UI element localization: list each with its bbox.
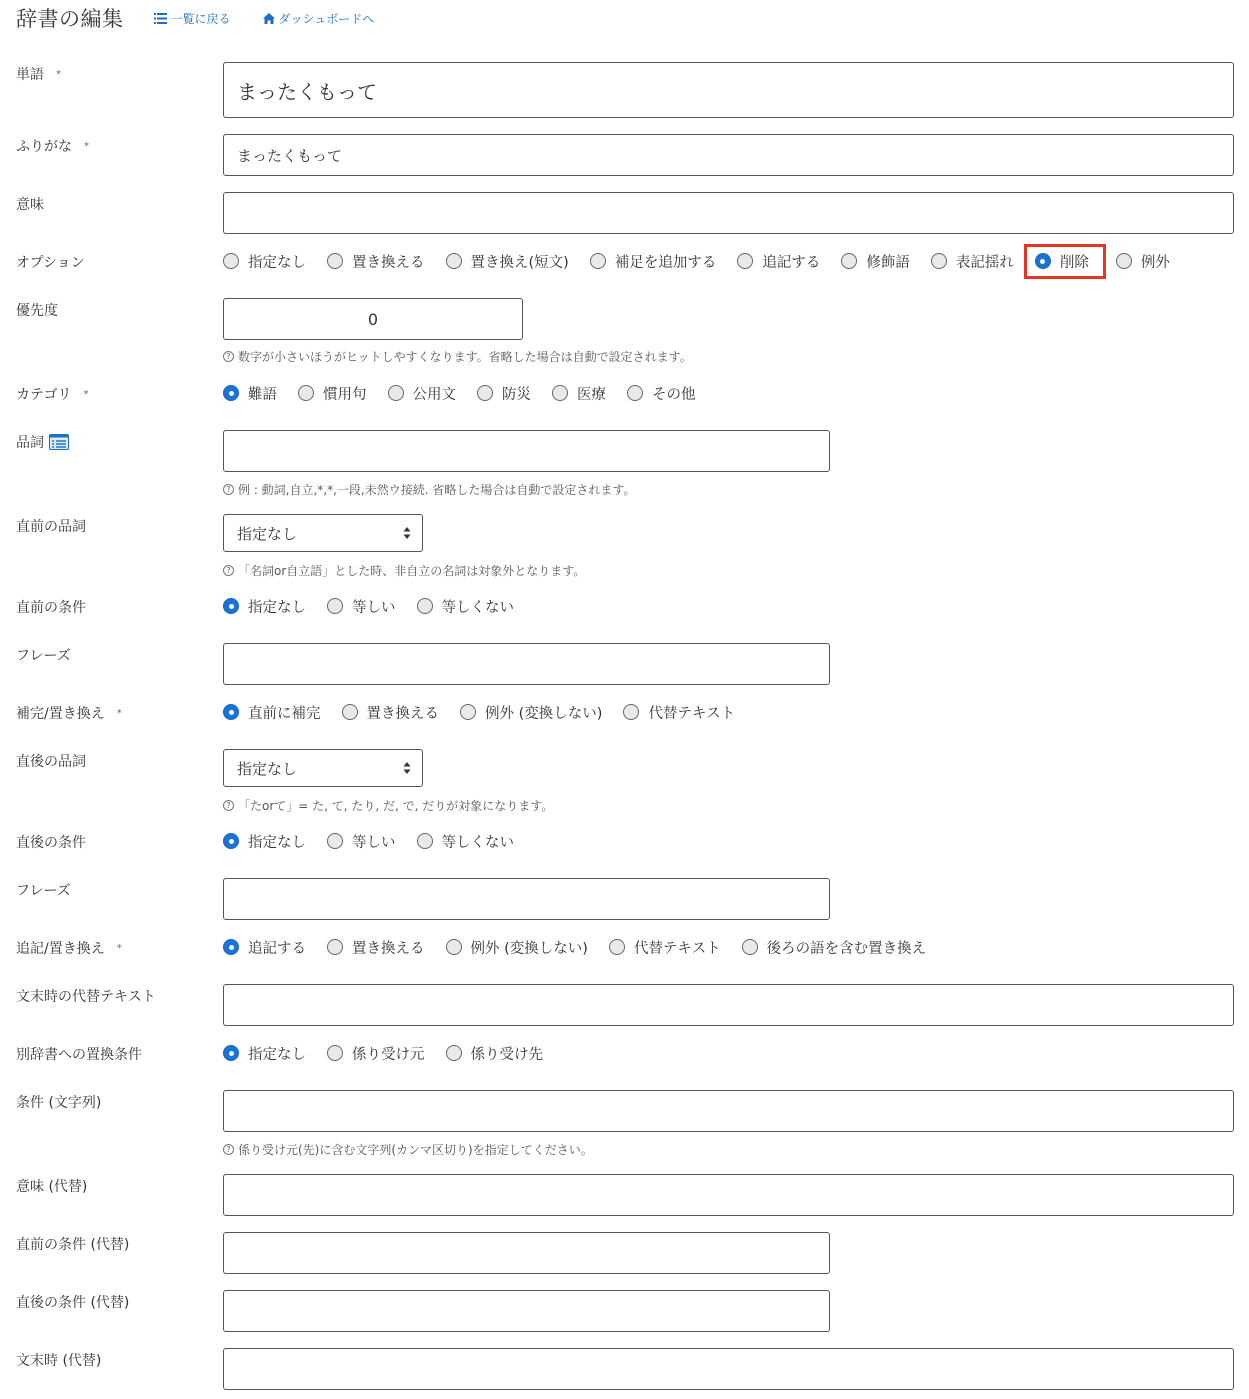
prev-cond-radio-label: 指定なし xyxy=(248,599,306,616)
radio-icon xyxy=(417,833,433,849)
option-radio-group xyxy=(223,250,1191,272)
next-cond-radio-label: 指定なし xyxy=(248,834,306,851)
complement-label-text: 補完/置き換え xyxy=(16,706,105,722)
radio-selected-icon xyxy=(223,385,239,401)
dashboard-label: ダッシュボードへ xyxy=(278,11,375,26)
other-dict-radio-label: 係り受け先 xyxy=(470,1046,543,1063)
radio-icon xyxy=(627,385,643,401)
prev-pos-help-text: 「名詞or自立語」とした時、非自立の名詞は対象外となります。 xyxy=(238,564,586,578)
complement-label xyxy=(16,703,122,723)
radio-icon xyxy=(446,253,462,269)
table-icon[interactable] xyxy=(49,434,69,450)
category-radio-medical[interactable] xyxy=(552,383,606,404)
complement-radio-label: 代替テキスト xyxy=(648,705,736,722)
next-pos-help xyxy=(223,797,553,814)
option-radio-modifier[interactable] xyxy=(841,251,910,272)
dashboard-link[interactable] xyxy=(263,10,375,27)
category-radio-label: 慣用句 xyxy=(323,386,367,403)
reading-input[interactable] xyxy=(223,134,1234,176)
radio-icon xyxy=(298,385,314,401)
option-radio-supplement[interactable] xyxy=(590,251,717,272)
category-radio-idiom[interactable] xyxy=(298,383,367,404)
meaning-alt-input[interactable] xyxy=(223,1174,1234,1216)
radio-icon xyxy=(1116,253,1132,269)
select-arrows-icon xyxy=(403,761,411,779)
end-alt-label: 文末時の代替テキスト xyxy=(16,989,156,1005)
required-mark: * xyxy=(116,707,122,719)
next-cond-radio-group xyxy=(223,830,535,852)
other-dict-radio-label: 係り受け元 xyxy=(352,1046,425,1063)
priority-label: 優先度 xyxy=(16,303,58,319)
radio-selected-icon xyxy=(223,598,239,614)
option-radio-label: 表記揺れ xyxy=(955,254,1014,271)
next-pos-select[interactable] xyxy=(223,749,423,787)
cond-str-label: 条件 (文字列) xyxy=(16,1095,102,1111)
priority-help xyxy=(223,348,692,365)
radio-icon xyxy=(388,385,404,401)
radio-icon xyxy=(327,1045,343,1061)
category-label xyxy=(16,384,88,404)
end-alt2-label: 文末時 (代替) xyxy=(16,1353,102,1369)
other-dict-radio-group xyxy=(223,1042,564,1064)
help-icon: ? xyxy=(223,484,234,495)
category-radio-group xyxy=(223,382,717,404)
append-radio-replace-following[interactable] xyxy=(742,937,927,958)
prev-cond-radio-equal[interactable] xyxy=(327,596,396,617)
append-radio-label: 例外 (変換しない) xyxy=(470,940,588,957)
radio-icon xyxy=(327,598,343,614)
help-icon: ? xyxy=(223,1144,234,1155)
append-radio-group xyxy=(223,936,947,958)
append-radio-label: 追記する xyxy=(248,940,306,957)
option-radio-replace[interactable] xyxy=(327,251,425,272)
pos-help-text: 例 : 動詞,自立,*,*,一段,未然ウ接続. 省略した場合は自動で設定されます。 xyxy=(238,483,636,497)
reading-label xyxy=(16,136,89,156)
prev-cond-alt-input[interactable] xyxy=(223,1232,830,1274)
meaning-alt-label: 意味 (代替) xyxy=(16,1179,88,1195)
category-radio-label: その他 xyxy=(652,386,696,403)
help-icon: ? xyxy=(223,800,234,811)
prev-pos-help xyxy=(223,562,585,579)
radio-icon xyxy=(737,253,753,269)
other-dict-radio-source[interactable] xyxy=(327,1043,425,1064)
next-cond-alt-label: 直後の条件 (代替) xyxy=(16,1295,130,1311)
radio-selected-icon xyxy=(223,939,239,955)
option-radio-exception[interactable] xyxy=(1116,251,1170,272)
home-icon xyxy=(263,13,275,24)
radio-icon xyxy=(460,704,476,720)
phrase1-label: フレーズ xyxy=(16,648,71,664)
append-radio-label: 後ろの語を含む置き換え xyxy=(766,940,927,957)
prev-cond-label: 直前の条件 xyxy=(16,600,86,616)
option-radio-none[interactable] xyxy=(223,251,306,272)
next-cond-radio-label: 等しい xyxy=(352,834,396,851)
option-radio-label: 追記する xyxy=(762,254,821,271)
pos-label-text: 品詞 xyxy=(16,435,44,451)
list-icon xyxy=(154,13,167,24)
required-mark: * xyxy=(83,388,89,400)
help-icon: ? xyxy=(223,351,234,362)
prev-cond-radio-label: 等しい xyxy=(352,599,396,616)
phrase1-input[interactable] xyxy=(223,643,830,685)
pos-help xyxy=(223,481,635,498)
reading-label-text: ふりがな xyxy=(16,139,72,155)
radio-icon xyxy=(590,253,606,269)
next-cond-radio-not-equal[interactable] xyxy=(417,831,515,852)
radio-selected-icon xyxy=(223,1045,239,1061)
option-radio-label: 修飾語 xyxy=(866,254,910,271)
append-radio-replace[interactable] xyxy=(327,937,425,958)
radio-icon xyxy=(552,385,568,401)
option-radio-label: 置き換える xyxy=(352,254,425,271)
required-mark: * xyxy=(116,942,122,954)
meaning-label: 意味 xyxy=(16,197,44,213)
other-dict-label: 別辞書への置換条件 xyxy=(16,1047,142,1063)
category-radio-label: 公用文 xyxy=(412,386,456,403)
word-label-text: 単語 xyxy=(16,67,44,83)
prev-pos-select[interactable] xyxy=(223,514,423,552)
next-cond-alt-input[interactable] xyxy=(223,1290,830,1332)
next-pos-select-value: 指定なし xyxy=(237,759,298,778)
radio-icon xyxy=(931,253,947,269)
radio-selected-icon xyxy=(223,833,239,849)
cond-str-help-text: 係り受け元(先)に含む文字列(カンマ区切り)を指定してください。 xyxy=(238,1143,593,1157)
append-label xyxy=(16,938,122,958)
prev-pos-label: 直前の品詞 xyxy=(16,519,86,535)
pos-input[interactable] xyxy=(223,430,830,472)
category-radio-other[interactable] xyxy=(627,383,696,404)
radio-icon xyxy=(342,704,358,720)
end-alt2-input[interactable] xyxy=(223,1348,1234,1390)
category-radio-disaster[interactable] xyxy=(477,383,531,404)
prev-cond-radio-group xyxy=(223,595,535,617)
cond-str-input[interactable] xyxy=(223,1090,1234,1132)
complement-radio-before[interactable] xyxy=(223,702,321,723)
option-radio-label: 指定なし xyxy=(248,254,306,271)
complement-radio-group xyxy=(223,701,756,723)
radio-icon xyxy=(609,939,625,955)
append-radio-label: 代替テキスト xyxy=(633,940,721,957)
prev-cond-radio-label: 等しくない xyxy=(441,599,514,616)
radio-icon xyxy=(623,704,639,720)
page-header xyxy=(16,0,374,36)
category-radio-label: 医療 xyxy=(577,386,606,403)
option-radio-variant[interactable] xyxy=(931,251,1014,272)
radio-icon xyxy=(327,833,343,849)
option-radio-label: 置き換え(短文) xyxy=(470,254,569,271)
word-input[interactable] xyxy=(223,62,1234,118)
prev-cond-radio-none[interactable] xyxy=(223,596,306,617)
prev-pos-select-value: 指定なし xyxy=(237,524,298,543)
radio-icon xyxy=(477,385,493,401)
append-radio-alt-text[interactable] xyxy=(609,937,721,958)
phrase2-input[interactable] xyxy=(223,878,830,920)
next-cond-radio-none[interactable] xyxy=(223,831,306,852)
append-radio-label: 置き換える xyxy=(352,940,425,957)
meaning-input[interactable] xyxy=(223,192,1234,234)
next-pos-help-text: 「たorて」= た, て, たり, だ, で, だりが対象になります。 xyxy=(238,799,554,813)
word-label xyxy=(16,64,61,84)
complement-radio-label: 直前に補完 xyxy=(248,705,321,722)
end-alt-input[interactable] xyxy=(223,984,1234,1026)
complement-radio-alt-text[interactable] xyxy=(623,702,735,723)
complement-radio-replace[interactable] xyxy=(342,702,440,723)
complement-radio-exception[interactable] xyxy=(460,702,602,723)
help-icon: ? xyxy=(223,565,234,576)
category-radio-label: 難語 xyxy=(248,386,277,403)
other-dict-radio-target[interactable] xyxy=(446,1043,544,1064)
category-label-text: カテゴリ xyxy=(16,387,72,403)
complement-radio-label: 例外 (変換しない) xyxy=(485,705,603,722)
radio-icon xyxy=(327,939,343,955)
next-pos-label: 直後の品詞 xyxy=(16,754,86,770)
back-to-list-link[interactable] xyxy=(154,10,231,27)
append-radio-exception[interactable] xyxy=(446,937,588,958)
back-to-list-label: 一覧に戻る xyxy=(170,11,231,26)
option-label: オプション xyxy=(16,255,85,271)
radio-icon xyxy=(742,939,758,955)
page-title: 辞書の編集 xyxy=(16,7,124,31)
option-radio-label: 例外 xyxy=(1140,254,1170,271)
radio-icon xyxy=(841,253,857,269)
priority-input[interactable] xyxy=(223,298,523,340)
category-radio-official[interactable] xyxy=(388,383,457,404)
required-mark: * xyxy=(84,140,89,152)
prev-cond-radio-not-equal[interactable] xyxy=(417,596,515,617)
select-arrows-icon xyxy=(403,526,411,544)
radio-icon xyxy=(446,939,462,955)
radio-icon xyxy=(327,253,343,269)
prev-cond-alt-label: 直前の条件 (代替) xyxy=(16,1237,130,1253)
option-radio-append[interactable] xyxy=(737,251,820,272)
append-radio-append[interactable] xyxy=(223,937,306,958)
required-mark: * xyxy=(56,68,61,80)
pos-label xyxy=(16,432,69,452)
priority-help-text: 数字が小さいほうがヒットしやすくなります。省略した場合は自動で設定されます。 xyxy=(238,350,692,364)
option-radio-label: 削除 xyxy=(1059,254,1089,271)
radio-selected-icon xyxy=(1035,253,1051,269)
radio-icon xyxy=(446,1045,462,1061)
append-label-text: 追記/置き換え xyxy=(16,941,105,957)
radio-icon xyxy=(417,598,433,614)
next-cond-label: 直後の条件 xyxy=(16,835,86,851)
radio-selected-icon xyxy=(223,704,239,720)
category-radio-label: 防災 xyxy=(502,386,531,403)
next-cond-radio-label: 等しくない xyxy=(441,834,514,851)
other-dict-radio-label: 指定なし xyxy=(248,1046,306,1063)
phrase2-label: フレーズ xyxy=(16,883,71,899)
cond-str-help xyxy=(223,1141,593,1158)
category-radio-difficult[interactable] xyxy=(223,383,277,404)
option-radio-label: 補足を追加する xyxy=(614,254,717,271)
radio-icon xyxy=(223,253,239,269)
other-dict-radio-none[interactable] xyxy=(223,1043,306,1064)
complement-radio-label: 置き換える xyxy=(366,705,439,722)
option-radio-delete[interactable] xyxy=(1027,247,1103,276)
option-radio-replace-short[interactable] xyxy=(446,251,569,272)
next-cond-radio-equal[interactable] xyxy=(327,831,396,852)
